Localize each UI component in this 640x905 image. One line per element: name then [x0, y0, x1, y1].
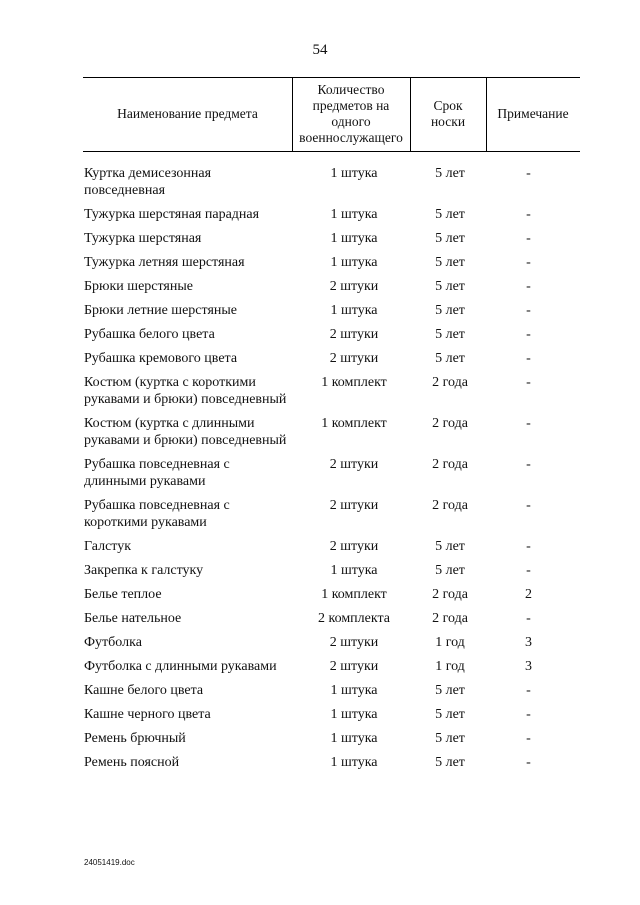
- item-term: 5 лет: [435, 207, 465, 222]
- table-row: [0, 230, 640, 247]
- item-quantity: 1 штука: [330, 303, 378, 318]
- item-quantity: 2 штуки: [329, 351, 379, 366]
- item-term: 5 лет: [435, 231, 465, 246]
- table-row: [0, 497, 640, 531]
- item-name: Тужурка летняя шерстяная: [84, 255, 245, 270]
- table-row: [0, 350, 640, 367]
- item-note: -: [526, 498, 531, 513]
- table-row: [0, 562, 640, 579]
- item-term: 1 год: [435, 635, 465, 650]
- item-term: 2 года: [432, 587, 468, 602]
- item-quantity: 2 штуки: [329, 327, 379, 342]
- item-name: Рубашка белого цвета: [84, 327, 215, 342]
- item-quantity: 1 штука: [330, 683, 378, 698]
- item-note: -: [526, 731, 531, 746]
- table-row: [0, 165, 640, 199]
- header-bottom-rule: [83, 151, 580, 152]
- item-quantity: 1 штука: [330, 231, 378, 246]
- item-term: 5 лет: [435, 731, 465, 746]
- item-term: 5 лет: [435, 166, 465, 181]
- header-quantity: Количество предметов на одного военнослужащего: [299, 82, 403, 145]
- item-note: -: [526, 563, 531, 578]
- table-row: [0, 456, 640, 490]
- item-note: -: [526, 166, 531, 181]
- item-note: -: [526, 457, 531, 472]
- item-note: 3: [525, 635, 532, 650]
- table-row: [0, 610, 640, 627]
- item-term: 2 года: [432, 416, 468, 431]
- page-number: 54: [312, 42, 328, 58]
- item-note: -: [526, 539, 531, 554]
- table-row: [0, 754, 640, 771]
- item-note: -: [526, 375, 531, 390]
- table-body: [0, 165, 640, 778]
- table-row: [0, 254, 640, 271]
- item-note: -: [526, 351, 531, 366]
- item-note: -: [526, 755, 531, 770]
- item-term: 5 лет: [435, 279, 465, 294]
- item-name: Кашне белого цвета: [84, 683, 204, 698]
- item-quantity: 1 комплект: [321, 416, 387, 431]
- item-quantity: 1 штука: [330, 707, 378, 722]
- item-quantity: 2 штуки: [329, 498, 379, 513]
- item-note: -: [526, 707, 531, 722]
- item-name: Тужурка шерстяная: [84, 231, 202, 246]
- table-row: [0, 415, 640, 449]
- item-term: 5 лет: [435, 303, 465, 318]
- table-row: [0, 206, 640, 223]
- item-term: 2 года: [432, 498, 468, 513]
- item-name: Кашне черного цвета: [84, 707, 211, 722]
- table-row: [0, 538, 640, 555]
- item-name: Рубашка кремового цвета: [84, 351, 238, 366]
- item-name: Белье нательное: [84, 611, 182, 626]
- header-name: Наименование предмета: [117, 106, 258, 121]
- item-note: -: [526, 255, 531, 270]
- header-note: Примечание: [497, 106, 569, 121]
- item-note: -: [526, 207, 531, 222]
- table-row: [0, 374, 640, 408]
- footer-filename: 24051419.doc: [84, 858, 135, 867]
- table-row: [0, 706, 640, 723]
- table-row: [0, 730, 640, 747]
- item-quantity: 2 штуки: [329, 659, 379, 674]
- item-note: -: [526, 683, 531, 698]
- item-note: -: [526, 416, 531, 431]
- item-quantity: 1 штука: [330, 166, 378, 181]
- item-term: 5 лет: [435, 351, 465, 366]
- item-quantity: 1 комплект: [321, 587, 387, 602]
- item-note: -: [526, 231, 531, 246]
- table-row: [0, 682, 640, 699]
- item-quantity: 1 штука: [330, 563, 378, 578]
- item-term: 5 лет: [435, 683, 465, 698]
- item-term: 5 лет: [435, 755, 465, 770]
- table-row: [0, 586, 640, 603]
- item-name: Футболка: [84, 635, 142, 650]
- item-name: Галстук: [84, 539, 132, 554]
- item-name: Костюм (куртка с длинными рукавами и брюки) повседневный: [84, 416, 287, 448]
- item-note: -: [526, 611, 531, 626]
- item-note: -: [526, 303, 531, 318]
- item-quantity: 1 штука: [330, 207, 378, 222]
- table-row: [0, 658, 640, 675]
- item-term: 2 года: [432, 611, 468, 626]
- item-name: Брюки летние шерстяные: [84, 303, 238, 318]
- item-name: Ремень поясной: [84, 755, 180, 770]
- item-note: -: [526, 279, 531, 294]
- item-quantity: 1 штука: [330, 755, 378, 770]
- item-quantity: 1 комплект: [321, 375, 387, 390]
- item-quantity: 1 штука: [330, 255, 378, 270]
- item-term: 2 года: [432, 375, 468, 390]
- item-name: Брюки шерстяные: [84, 279, 193, 294]
- item-name: Рубашка повседневная с короткими рукавами: [84, 498, 230, 530]
- table-row: [0, 278, 640, 295]
- table-row: [0, 302, 640, 319]
- item-quantity: 2 штуки: [329, 279, 379, 294]
- item-name: Куртка демисезонная повседневная: [84, 166, 212, 198]
- item-quantity: 1 штука: [330, 731, 378, 746]
- item-name: Белье теплое: [84, 587, 162, 602]
- item-term: 5 лет: [435, 563, 465, 578]
- item-term: 5 лет: [435, 327, 465, 342]
- item-name: Ремень брючный: [84, 731, 186, 746]
- item-term: 5 лет: [435, 255, 465, 270]
- item-quantity: 2 штуки: [329, 457, 379, 472]
- item-name: Закрепка к галстуку: [84, 563, 204, 578]
- item-note: 3: [525, 659, 532, 674]
- item-name: Футболка с длинными рукавами: [84, 659, 277, 674]
- header-term: Срок носки: [430, 98, 466, 129]
- item-term: 5 лет: [435, 539, 465, 554]
- item-term: 5 лет: [435, 707, 465, 722]
- item-note: -: [526, 327, 531, 342]
- item-name: Рубашка повседневная с длинными рукавами: [84, 457, 230, 489]
- item-term: 2 года: [432, 457, 468, 472]
- item-name: Костюм (куртка с короткими рукавами и брюки) повседневный: [84, 375, 287, 407]
- item-quantity: 2 комплекта: [318, 611, 390, 626]
- item-term: 1 год: [435, 659, 465, 674]
- item-note: 2: [525, 587, 532, 602]
- item-quantity: 2 штуки: [329, 635, 379, 650]
- table-row: [0, 634, 640, 651]
- table-row: [0, 326, 640, 343]
- item-quantity: 2 штуки: [329, 539, 379, 554]
- item-name: Тужурка шерстяная парадная: [84, 207, 260, 222]
